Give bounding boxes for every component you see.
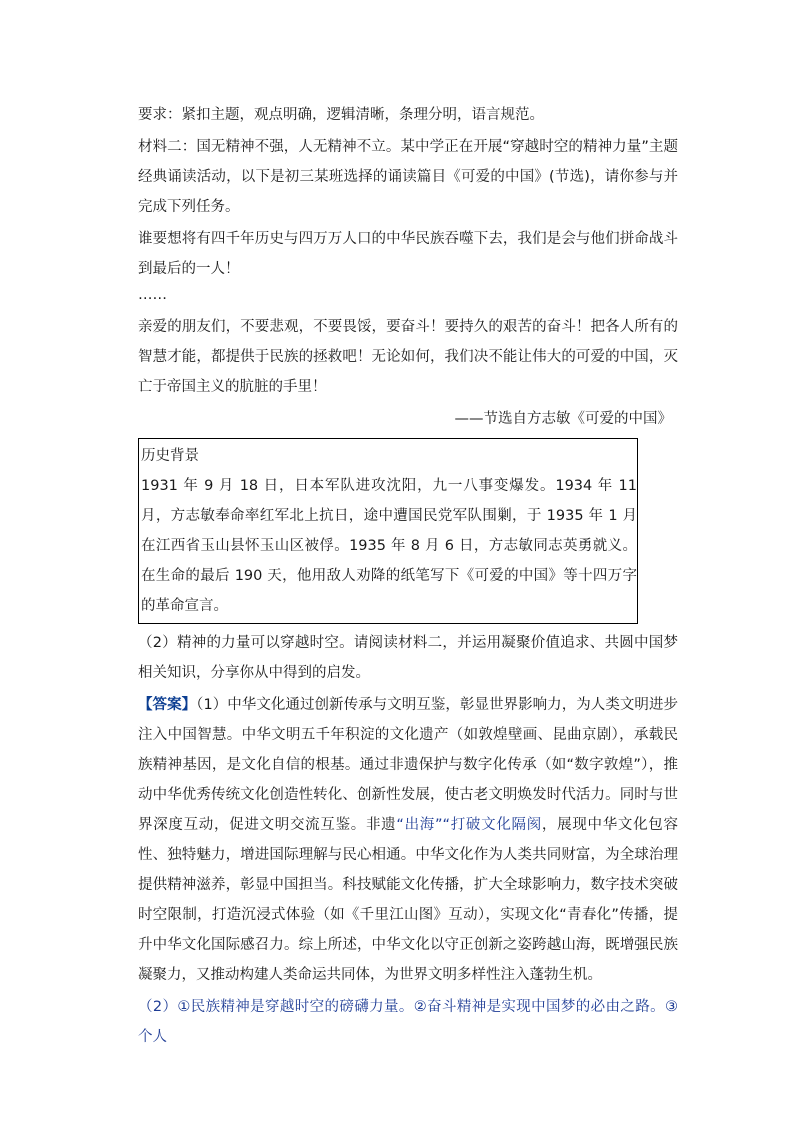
history-box-body: 1931 年 9 月 18 日，日本军队进攻沈阳，九一八事变爆发。1934 年 11 月，方志敏奉命率红军北上抗日，途中遭国民党军队围剿，于 1935 年 1 月在江西省玉山县怀玉山区被俘。1935 年 8 月 6 日，方志敏同志英勇就义。在生命的最后 190 天，他用敌人劝降的纸笔写下《可爱的中国》等十四万字的革命宣言。 [141,478,637,614]
material2-paragraph: 材料二：国无精神不强，人无精神不立。某中学正在开展“穿越时空的精神力量”主题经典诵读活动，以下是初三某班选择的诵读篇目《可爱的中国》(节选)，请你参与并完成下列任务。 [138,139,678,215]
answer-part1-highlight: “出海”“打破文化隔阂 [396,817,542,833]
answer-paragraph-1 [138,690,678,990]
history-box-title: 历史背景 [141,448,199,464]
question-2: （2）精神的力量可以穿越时空。请阅读材料二，并运用凝聚价值追求、共圆中国梦相关知识，分享你从中得到的启发。 [138,635,678,681]
answer-part1-text-b: ，展现中华文化包容性、独特魅力，增进国际理解与民心相通。中华文化作为人类共同财富，为全球治理提供精神滋养，彰显中国担当。科技赋能文化传播，扩大全球影响力，数字技术突破时空限制，打造沉浸式体验（如《千里江山图》互动），实现文化“青春化”传播，提升中华文化国际感召力。综上所述，中华文化以守正创新之姿跨越山海，既增强民族凝聚力，又推动构建人类命运共同体，为世界文明多样性注入蓬勃生机。 [138,817,679,983]
answer-paragraph-2: （2）①民族精神是穿越时空的磅礴力量。②奋斗精神是实现中国梦的必由之路。③个人 [138,999,678,1045]
excerpt-paragraph-1: 谁要想将有四千年历史与四万万人口的中华民族吞噬下去，我们是会与他们拼命战斗到最后的一人！ [138,231,678,277]
excerpt-paragraph-2: 亲爱的朋友们，不要悲观，不要畏馁，要奋斗！要持久的艰苦的奋斗！把各人所有的智慧才能，都提供于民族的拯救吧！无论如何，我们决不能让伟大的可爱的中国，灭亡于帝国主义的肮脏的手里！ [138,319,678,395]
history-background-box [138,438,638,624]
answer-part1-text-a: （1）中华文化通过创新传承与文明互鉴，彰显世界影响力，为人类文明进步注入中国智慧。中华文明五千年积淀的文化遗产（如敦煌壁画、昆曲京剧），承载民族精神基因，是文化自信的根基。通过非遗保护与数字化传承（如“数字敦煌”），推动中华优秀传统文化创造性转化、创新性发展，使古老文明焕发时代活力。同时与世界深度互动，促进文明交流互鉴。非遗 [138,697,678,833]
excerpt-source: ——节选自方志敏《可爱的中国》 [454,411,672,427]
requirement-paragraph: 要求：紧扣主题，观点明确，逻辑清晰，条理分明，语言规范。 [138,107,544,123]
answer-tag: 【答案】 [138,697,197,713]
ellipsis: …… [138,287,167,303]
document-content [138,100,678,1052]
